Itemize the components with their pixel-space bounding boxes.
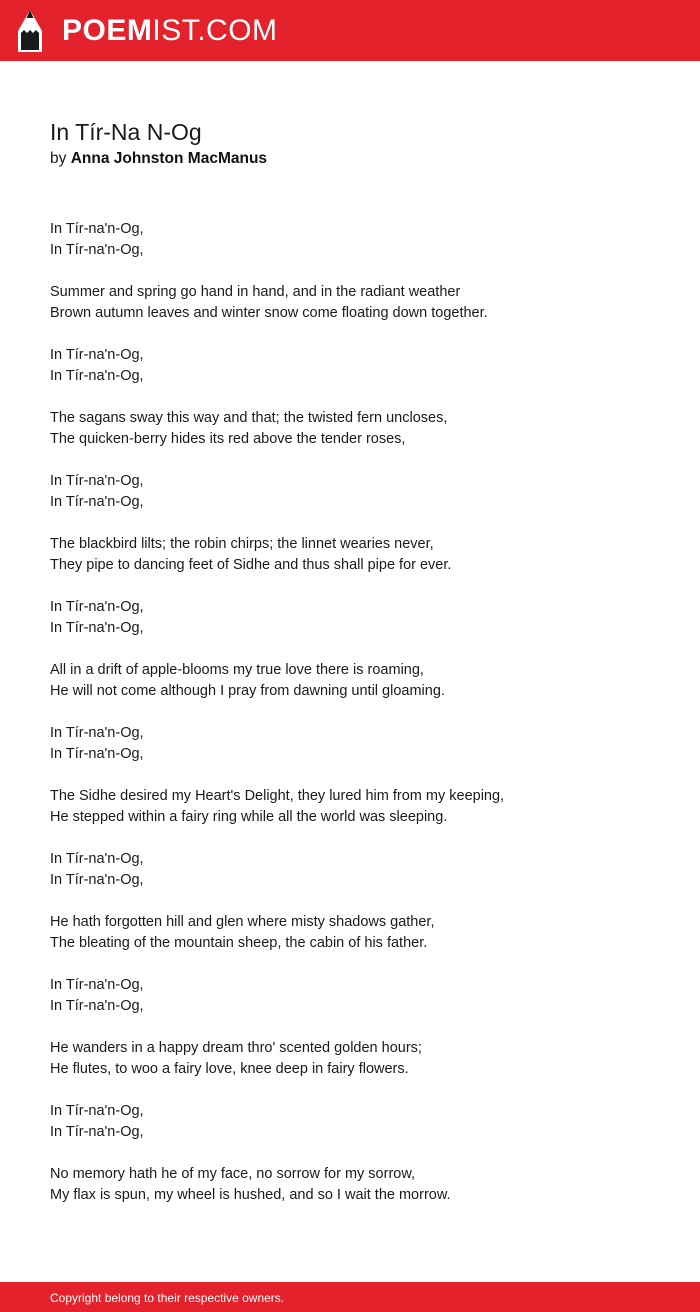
- poem-line: The blackbird lilts; the robin chirps; the linnet wearies never,: [50, 536, 434, 552]
- poem-line: In Tír-na'n-Og,: [50, 977, 144, 993]
- poem-line: He flutes, to woo a fairy love, knee deep in fairy flowers.: [50, 1061, 409, 1077]
- poem-line: No memory hath he of my face, no sorrow for my sorrow,: [50, 1166, 416, 1182]
- byline: [50, 148, 267, 170]
- logo-light-text: IST.COM: [152, 14, 278, 47]
- poem-line: The bleating of the mountain sheep, the cabin of his father.: [50, 935, 428, 951]
- poem-line: All in a drift of apple-blooms my true love there is roaming,: [50, 662, 424, 678]
- poem-line: He hath forgotten hill and glen where misty shadows gather,: [50, 914, 435, 930]
- poem-stanza: [50, 471, 670, 513]
- poem-stanza: [50, 282, 670, 324]
- poem-line: In Tír-na'n-Og,: [50, 494, 144, 510]
- poem-line: The sagans sway this way and that; the twisted fern uncloses,: [50, 410, 448, 426]
- site-logo-link[interactable]: [18, 9, 278, 53]
- poem-line: He will not come although I pray from dawning until gloaming.: [50, 683, 445, 699]
- copyright-text: Copyright belong to their respective owners.: [50, 1291, 285, 1305]
- poem-line: In Tír-na'n-Og,: [50, 851, 144, 867]
- logo-strong-text: POEM: [62, 14, 153, 47]
- poem-stanza: [50, 219, 670, 261]
- poem-title: In Tír-Na N-Og: [50, 119, 202, 145]
- by-label: by: [50, 150, 67, 167]
- poem-line: In Tír-na'n-Og,: [50, 473, 144, 489]
- poem-stanza: [50, 597, 670, 639]
- poem-stanza: [50, 534, 670, 576]
- poem-line: In Tír-na'n-Og,: [50, 221, 144, 237]
- poem-line: Summer and spring go hand in hand, and in the radiant weather: [50, 284, 461, 300]
- poem-line: He wanders in a happy dream thro' scented golden hours;: [50, 1040, 422, 1056]
- poem-line: In Tír-na'n-Og,: [50, 725, 144, 741]
- poem-line: In Tír-na'n-Og,: [50, 746, 144, 762]
- poem-line: In Tír-na'n-Og,: [50, 1124, 144, 1140]
- poem-body: [50, 219, 670, 1227]
- poem-line: In Tír-na'n-Og,: [50, 242, 144, 258]
- poem-stanza: [50, 912, 670, 954]
- poem-stanza: [50, 1038, 670, 1080]
- poem-stanza: [50, 786, 670, 828]
- pencil-tip-icon: [18, 10, 42, 52]
- poem-stanza: [50, 345, 670, 387]
- site-header: [0, 0, 700, 61]
- poem-line: My flax is spun, my wheel is hushed, and so I wait the morrow.: [50, 1187, 451, 1203]
- poem-stanza: [50, 849, 670, 891]
- poem-line: The Sidhe desired my Heart's Delight, they lured him from my keeping,: [50, 788, 505, 804]
- poem-line: Brown autumn leaves and winter snow come floating down together.: [50, 305, 488, 321]
- site-logo-text: [62, 16, 278, 46]
- poem-line: In Tír-na'n-Og,: [50, 872, 144, 888]
- poem-stanza: [50, 1164, 670, 1206]
- poem-line: In Tír-na'n-Og,: [50, 368, 144, 384]
- poem-line: In Tír-na'n-Og,: [50, 620, 144, 636]
- poem-stanza: [50, 723, 670, 765]
- poem-stanza: [50, 660, 670, 702]
- poem-line: In Tír-na'n-Og,: [50, 599, 144, 615]
- poem-line: In Tír-na'n-Og,: [50, 347, 144, 363]
- poem-stanza: [50, 408, 670, 450]
- poem-line: In Tír-na'n-Og,: [50, 1103, 144, 1119]
- poem-line: In Tír-na'n-Og,: [50, 998, 144, 1014]
- poem-line: They pipe to dancing feet of Sidhe and thus shall pipe for ever.: [50, 557, 452, 573]
- site-footer: [0, 1282, 700, 1312]
- poem-stanza: [50, 1101, 670, 1143]
- author-link[interactable]: Anna Johnston MacManus: [70, 150, 268, 167]
- poem-line: The quicken-berry hides its red above the tender roses,: [50, 431, 406, 447]
- poem-line: He stepped within a fairy ring while all the world was sleeping.: [50, 809, 448, 825]
- poem-stanza: [50, 975, 670, 1017]
